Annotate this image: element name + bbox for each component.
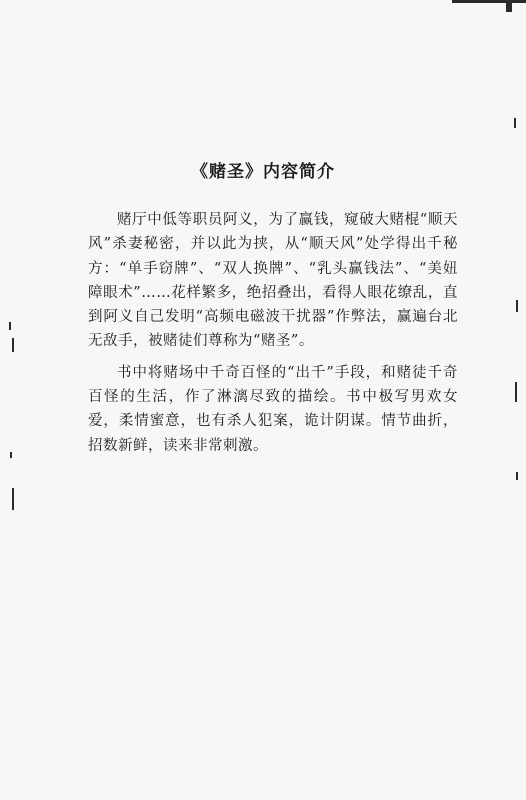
scan-mark-top-right-corner (506, 0, 512, 12)
scan-mark-left-1 (9, 322, 11, 330)
scan-mark-right-2 (516, 300, 518, 312)
scan-mark-right-1 (514, 118, 516, 128)
scan-mark-right-4 (516, 472, 518, 480)
paragraph-1: 赌厅中低等职员阿义，为了赢钱，窥破大赌棍“顺天风”杀妻秘密，并以此为挟，从“顺天风”处学得出千秘方：“单手窃牌”、“双人换牌”、“乳头赢钱法”、“美妞障眼术”……花样繁多，绝招叠出，看得人眼花缭乱，直到阿义自己发明“高频电磁波干扰器”作弊法，赢遍台北无敌手，被赌徒们尊称为“赌圣”。 (88, 212, 458, 350)
scan-mark-right-3 (515, 382, 517, 402)
scan-mark-left-3 (10, 452, 12, 458)
synopsis-body (88, 208, 458, 458)
scan-mark-left-2 (12, 338, 14, 352)
scan-mark-left-4 (12, 488, 14, 510)
scan-mark-top-right (452, 0, 526, 3)
page-title: 《赌圣》内容简介 (191, 162, 335, 182)
paragraph-2: 书中将赌场中千奇百怪的“出千”手段，和赌徒千奇百怪的生活，作了淋漓尽致的描绘。书中极写男欢女爱，柔情蜜意，也有杀人犯案，诡计阴谋。情节曲折，招数新鲜，读来非常刺激。 (88, 364, 458, 454)
